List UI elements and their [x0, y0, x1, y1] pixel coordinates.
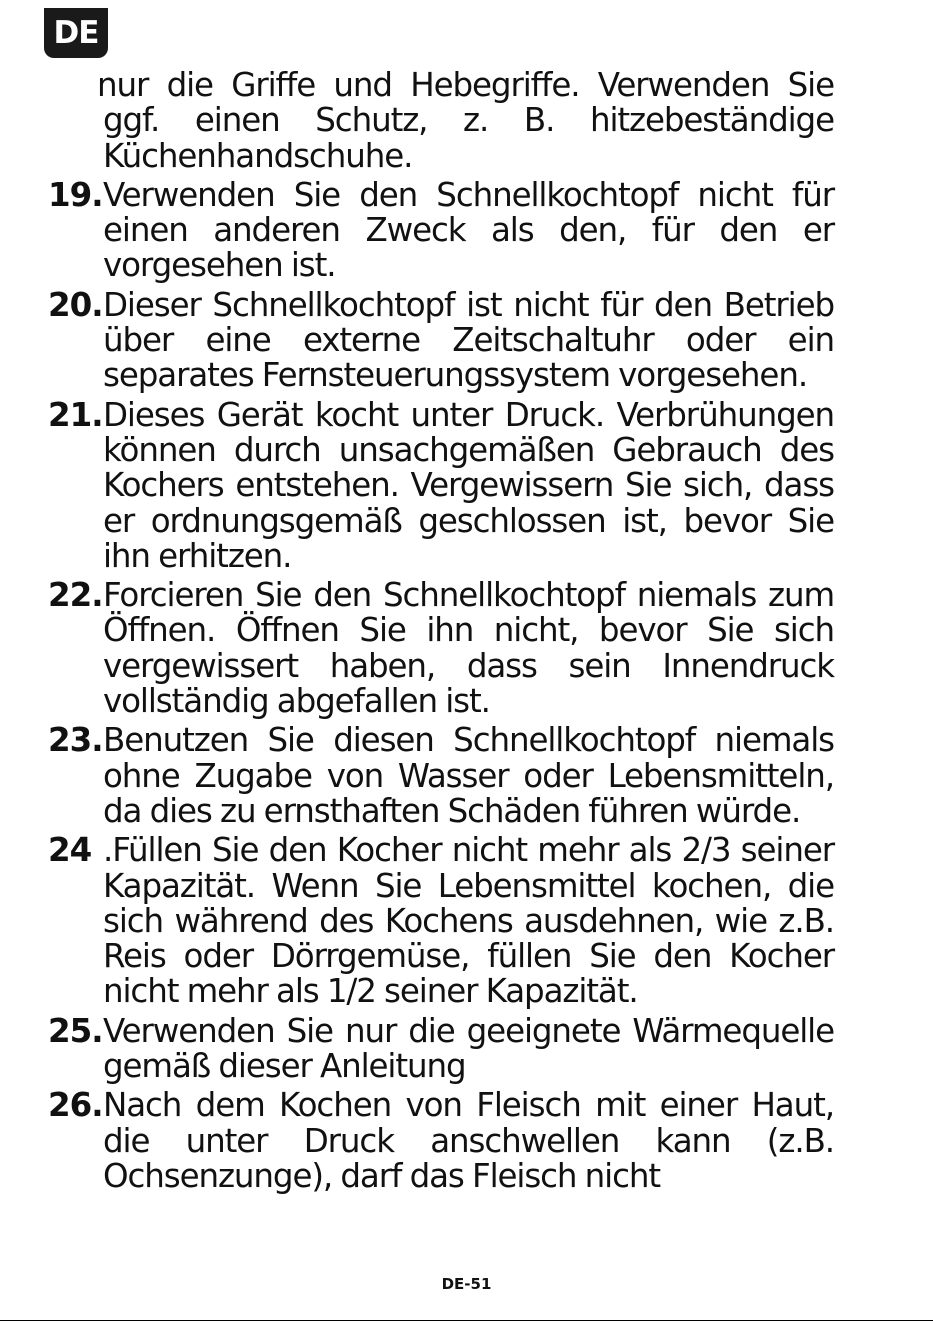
list-item	[48, 395, 834, 575]
item-text: Dieser Schnellkochtopf ist nicht für den Betrieb über eine externe Zeitschaltuhr oder ein separates Fernsteuerungssystem vorgesehen.	[103, 285, 834, 395]
list-item	[48, 578, 834, 719]
list-item	[48, 1088, 834, 1194]
item-text: Verwenden Sie nur die geeignete Wärmequelle gemäß dieser Anleitung	[103, 1011, 834, 1086]
item-text: Verwenden Sie den Schnellkochtopf nicht für einen anderen Zweck als den, für den er vorgesehen ist.	[103, 175, 834, 285]
item-number: 23.	[48, 721, 103, 760]
item-text: Nach dem Kochen von Fleisch mit einer Haut, die unter Druck anschwellen kann (z.B. Ochsenzunge), darf das Fleisch nicht	[103, 1086, 834, 1195]
item-number: 25.	[48, 1011, 103, 1050]
item-number: 26.	[48, 1086, 103, 1125]
item-text: .Füllen Sie den Kocher nicht mehr als 2/3 seiner Kapazität. Wenn Sie Lebensmittel kochen, die sich während des Kochens ausdehnen, wie z.B. Reis oder Dörrgemüse, füllen Sie den Kocher nicht mehr als 1/2 seiner Kapazität.	[103, 831, 834, 1011]
item-number: 24	[48, 831, 92, 870]
language-badge: DE	[44, 8, 108, 58]
intro-paragraph: nur die Griffe und Hebegriffe. Verwenden Sie ggf. einen Schutz, z. B. hitzebeständige Küchenhandschuhe.	[97, 66, 834, 175]
item-text: Forcieren Sie den Schnellkochtopf niemals zum Öffnen. Öffnen Sie ihn nicht, bevor Sie sich vergewissert haben, dass sein Innendruck vollständig abgefallen ist.	[103, 576, 834, 721]
item-number: 22.	[48, 576, 103, 615]
list-item	[48, 175, 834, 285]
list-item	[48, 723, 834, 829]
list-item	[48, 833, 834, 1009]
list-item	[48, 285, 834, 395]
item-number: 19.	[48, 175, 103, 214]
list-item	[48, 1011, 834, 1086]
item-text: Dieses Gerät kocht unter Druck. Verbrühungen können durch unsachgemäßen Gebrauch des Kochers entstehen. Vergewissern Sie sich, dass er ordnungsgemäß geschlossen ist, bevor Sie ihn erhitzen.	[103, 395, 834, 575]
item-number: 21.	[48, 395, 103, 434]
instructions-list	[48, 68, 834, 1198]
bottom-divider	[0, 1320, 933, 1321]
item-text: Benutzen Sie diesen Schnellkochtopf niemals ohne Zugabe von Wasser oder Lebensmitteln, da dies zu ernsthaften Schäden führen würde.	[103, 721, 834, 830]
item-number: 20.	[48, 285, 103, 324]
page-number: DE-51	[441, 1275, 492, 1293]
